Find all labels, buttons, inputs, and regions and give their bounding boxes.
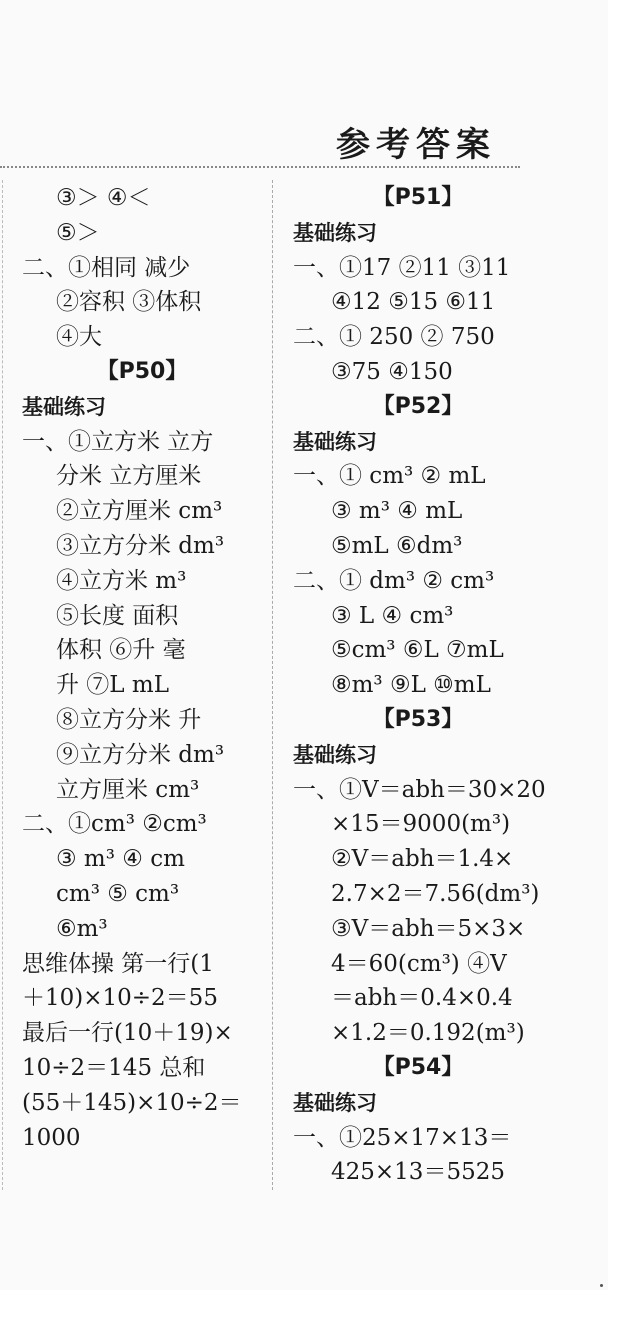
answer-line: cm³ ⑤ cm³ xyxy=(56,880,180,907)
answer-line: ④立方米 m³ xyxy=(56,567,187,594)
answer-line: ③＞ ④＜ xyxy=(56,185,151,211)
left-column xyxy=(22,181,262,1155)
title-divider xyxy=(0,166,520,168)
answer-line: (55＋145)×10÷2＝ xyxy=(22,1089,242,1116)
answer-line: ④12 ⑤15 ⑥11 xyxy=(331,289,496,316)
answer-line: 1000 xyxy=(22,1124,81,1151)
exercise-heading: 基础练习 xyxy=(293,429,377,454)
answer-line: 一、①立方米 立方 xyxy=(22,428,214,455)
exercise-heading: 基础练习 xyxy=(293,1090,377,1115)
answer-line: ＋10)×10÷2＝55 xyxy=(22,985,218,1012)
page-section-heading: 【P52】 xyxy=(372,393,464,419)
exercise-heading: 基础练习 xyxy=(293,220,377,245)
answer-line: ＝abh＝0.4×0.4 xyxy=(331,985,513,1012)
answer-line: 4＝60(cm³) ④V xyxy=(331,950,507,977)
answer-line: ⑤长度 面积 xyxy=(56,602,179,629)
answer-line: 一、① cm³ ② mL xyxy=(293,463,486,490)
answer-line: 2.7×2＝7.56(dm³) xyxy=(331,880,540,907)
right-column xyxy=(293,181,546,1190)
exercise-heading: 基础练习 xyxy=(22,394,106,419)
column-divider xyxy=(272,180,273,1190)
answer-line: ⑤cm³ ⑥L ⑦mL xyxy=(331,637,504,664)
corner-dot xyxy=(600,1284,603,1287)
answer-line: ⑤mL ⑥dm³ xyxy=(331,532,463,559)
answer-line: ⑤＞ xyxy=(56,219,100,246)
page-section-heading: 【P54】 xyxy=(372,1054,464,1080)
answer-line: 425×13＝5525 xyxy=(331,1159,505,1186)
answer-line: ③75 ④150 xyxy=(331,358,453,385)
answer-line: ②容积 ③体积 xyxy=(56,289,202,316)
left-margin-line xyxy=(2,180,3,1190)
answer-line: 一、①17 ②11 ③11 xyxy=(293,254,511,281)
answer-line: 立方厘米 cm³ xyxy=(56,776,200,803)
answer-line: ×15＝9000(m³) xyxy=(331,811,511,838)
answer-line: 体积 ⑥升 毫 xyxy=(56,637,186,664)
answer-line: ③V＝abh＝5×3× xyxy=(331,915,526,942)
answer-line: 升 ⑦L mL xyxy=(56,672,169,699)
answer-line: 一、①V＝abh＝30×20 xyxy=(293,776,546,803)
page-title: 参考答案 xyxy=(336,125,496,165)
answer-line: 二、① dm³ ② cm³ xyxy=(293,567,495,594)
answer-line: 一、①25×17×13＝ xyxy=(293,1124,512,1151)
answer-line: 10÷2＝145 总和 xyxy=(22,1054,206,1081)
answer-line: ⑧立方分米 升 xyxy=(56,706,202,733)
answer-line: 最后一行(10＋19)× xyxy=(22,1020,233,1047)
answer-line: ②立方厘米 cm³ xyxy=(56,498,223,525)
answer-line: ⑥m³ xyxy=(56,915,108,942)
answer-line: ③ m³ ④ mL xyxy=(331,498,463,525)
answer-line: 分米 立方厘米 xyxy=(56,463,202,490)
answer-line: 二、① 250 ② 750 xyxy=(293,324,495,351)
exercise-heading: 基础练习 xyxy=(293,742,377,767)
answer-line: ③立方分米 dm³ xyxy=(56,532,225,559)
answer-line: 思维体操 第一行(1 xyxy=(22,950,214,977)
answer-line: ×1.2＝0.192(m³) xyxy=(331,1020,525,1047)
page-section-heading: 【P53】 xyxy=(372,706,464,732)
answer-line: ③ L ④ cm³ xyxy=(331,602,454,629)
answer-line: ③ m³ ④ cm xyxy=(56,846,185,873)
answer-line: 二、①相同 减少 xyxy=(22,254,191,281)
answer-line: ⑨立方分米 dm³ xyxy=(56,741,225,768)
answer-line: ②V＝abh＝1.4× xyxy=(331,846,514,873)
answer-line: 二、①cm³ ②cm³ xyxy=(22,811,207,838)
page-section-heading: 【P50】 xyxy=(96,358,188,384)
page-section-heading: 【P51】 xyxy=(372,185,464,210)
answer-line: ⑧m³ ⑨L ⑩mL xyxy=(331,672,491,699)
answer-line: ④大 xyxy=(56,324,102,351)
